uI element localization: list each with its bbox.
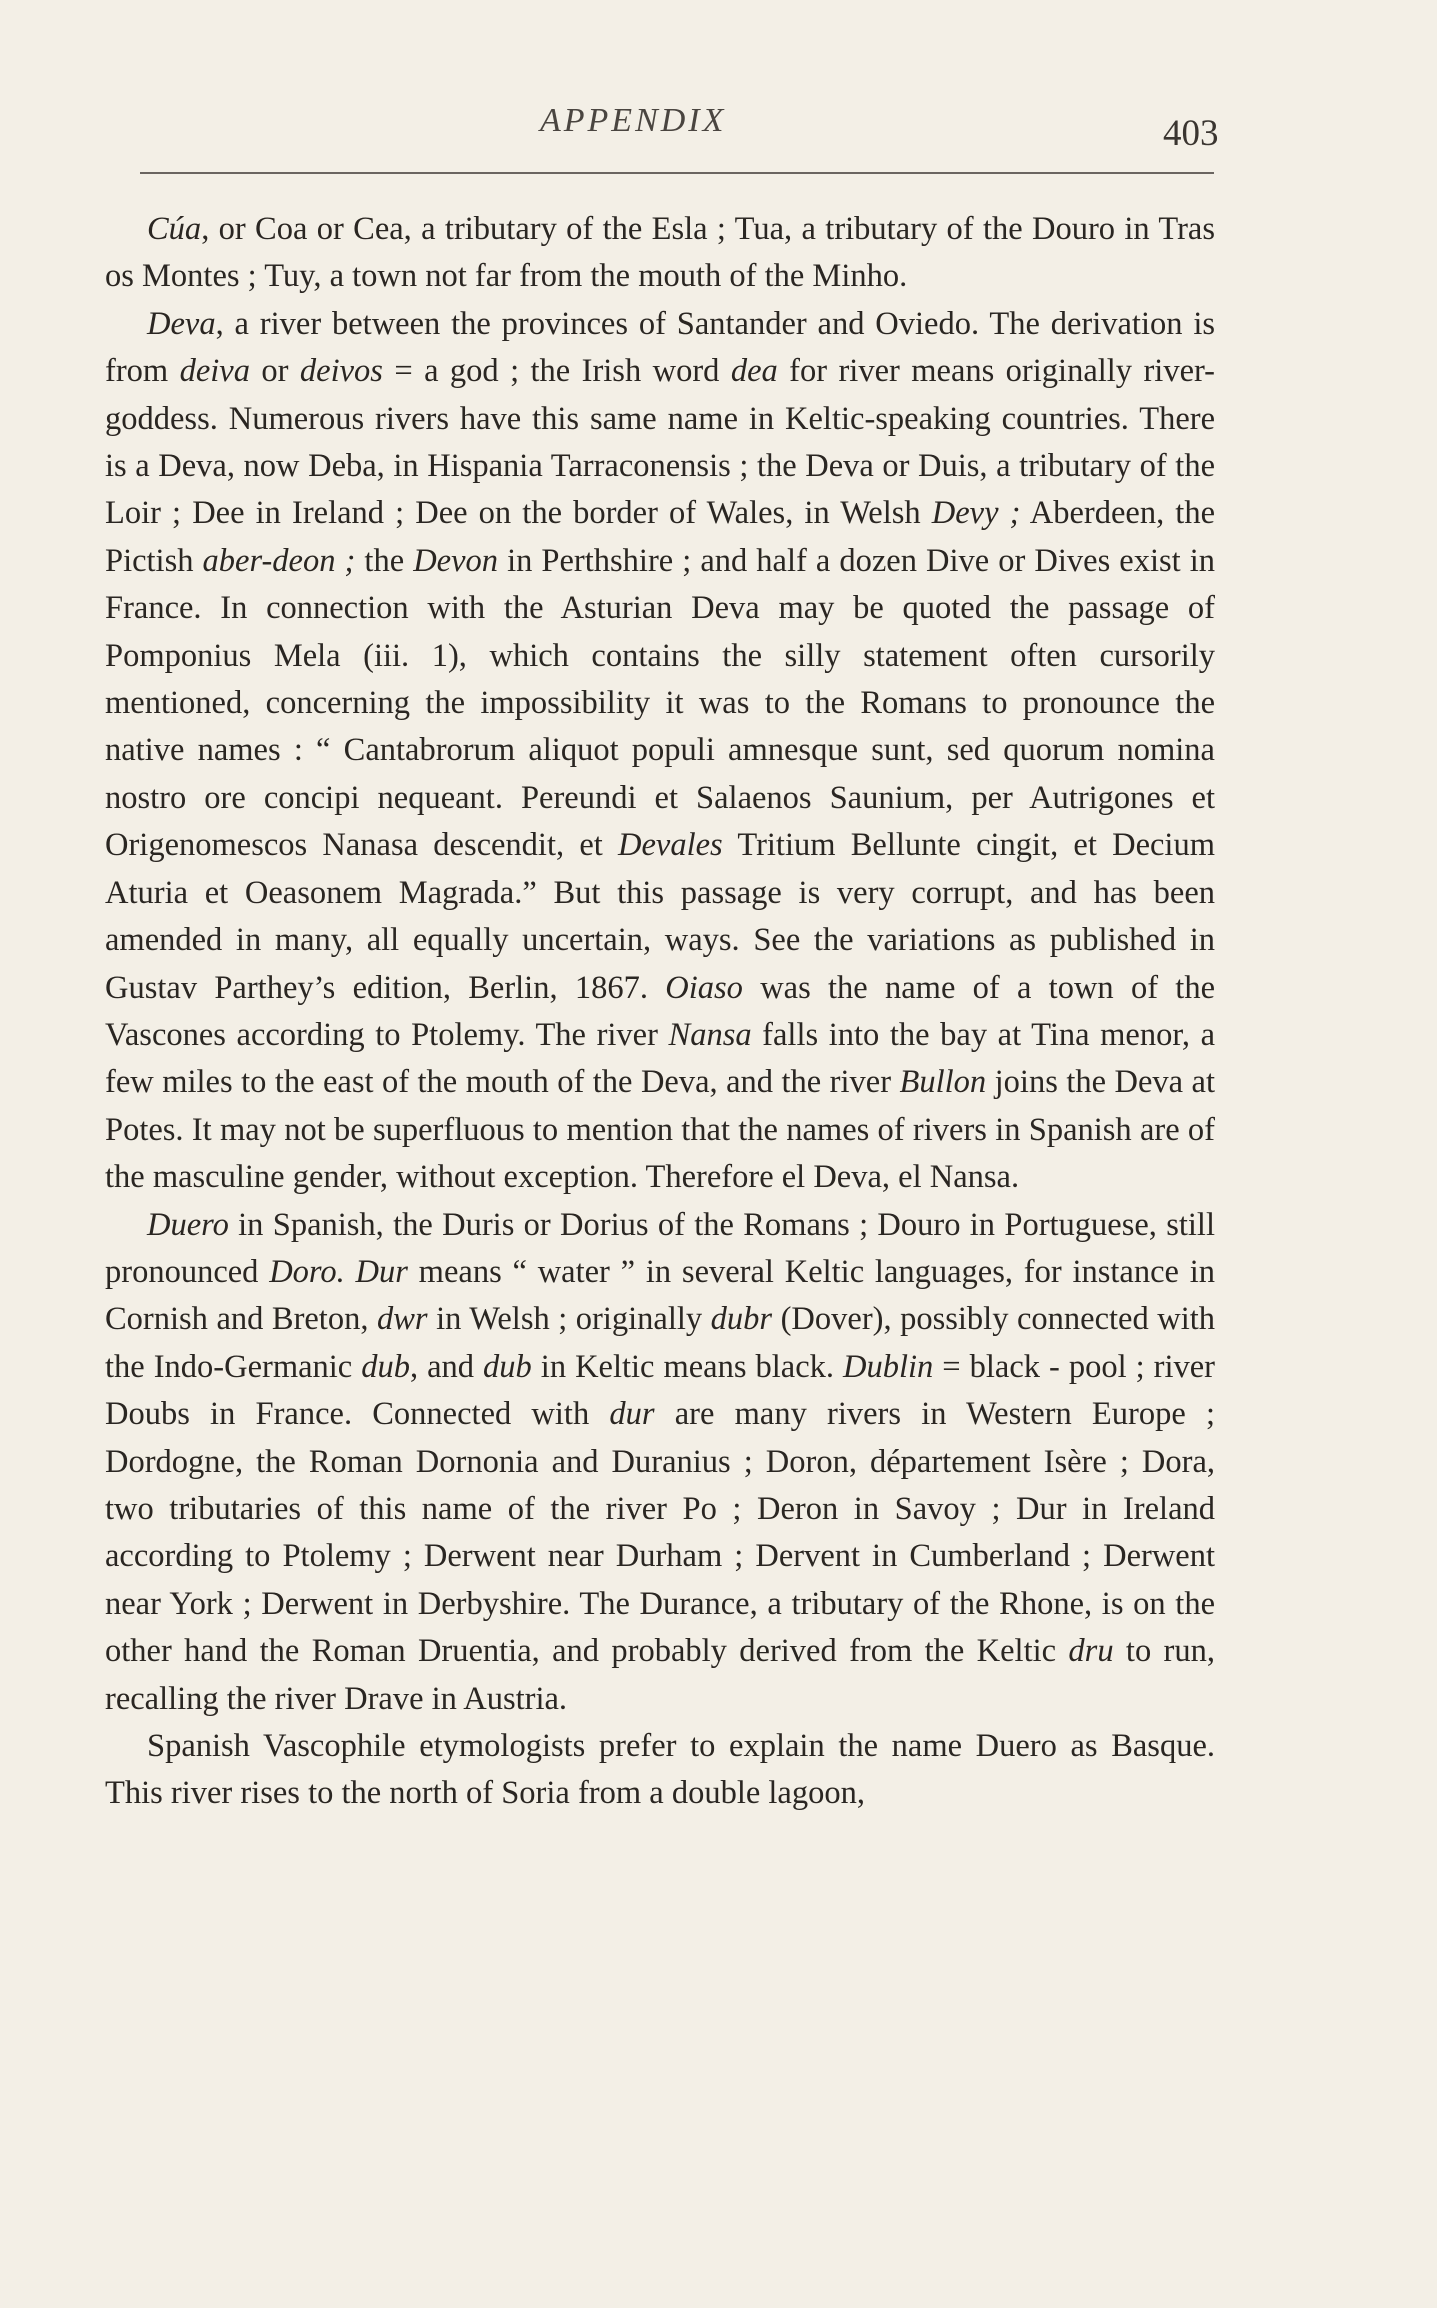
text-run: for river means originally river-goddess. Numerous rivers have this same name in Keltic-speaking countries. There is a Deva, now Deba, in Hispania Tarraconensis ; the Deva or Duis, a tributary of the Loir ; Dee in Ireland ; Dee on the border of Wales, in Welsh bbox=[105, 353, 1215, 532]
header-rule bbox=[140, 172, 1214, 174]
italic-term: Dublin bbox=[843, 1348, 934, 1385]
text-run: (Dover), possibly connected with the Indo-Germanic bbox=[105, 1301, 1215, 1385]
text-run: = black - pool ; river Doubs in France. Connected with bbox=[105, 1348, 1215, 1433]
text-run: , and bbox=[409, 1348, 484, 1385]
italic-term: deiva bbox=[179, 353, 250, 390]
paragraph-deva bbox=[105, 301, 1215, 1202]
text-run: in Welsh ; originally bbox=[427, 1301, 711, 1338]
body-text bbox=[105, 206, 1215, 1818]
italic-term: dubr bbox=[710, 1301, 773, 1338]
paragraph-duero bbox=[105, 1202, 1215, 1723]
italic-term: Devy ; bbox=[931, 495, 1021, 532]
text-run: falls into the bay at Tina menor, a few miles to the east of the mouth of the Deva, and the river bbox=[105, 1016, 1215, 1101]
paragraph-cua bbox=[105, 206, 1215, 301]
text-run: in Spanish, the Duris or Dorius of the Romans ; Douro in Portuguese, still pronounced bbox=[105, 1206, 1215, 1290]
italic-term: Devon bbox=[413, 542, 499, 579]
italic-term: Nansa bbox=[668, 1016, 752, 1053]
italic-term: Cúa bbox=[147, 211, 202, 247]
italic-term: Dur bbox=[355, 1253, 408, 1290]
italic-term: Deva bbox=[147, 305, 216, 342]
text-run: , a river between the provinces of Santander and Oviedo. The derivation is from bbox=[105, 305, 1215, 390]
text-run: joins the Deva at Potes. It may not be superfluous to mention that the names of rivers in Spanish are of the masculine gender, without exception. Therefore el Deva, el Nansa. bbox=[105, 1064, 1216, 1196]
italic-term: Duero bbox=[147, 1206, 229, 1243]
italic-term: Oiaso bbox=[665, 969, 743, 1006]
text-run: in Perthshire ; and half a dozen Dive or Dives exist in France. In connection with the Asturian Deva may be quoted the passage of Pomponius Mela (iii. 1), which contains the silly statement often cursorily mentioned, concerning the impossibility it was to the Romans to pronounce the native names : “ Cantabrorum aliquot populi amnesque sunt, sed quorum nomina nostro ore concipi nequeant. Pereundi et Salaenos Saunium, per Autrigones et Origenomescos Nanasa descendit, et bbox=[105, 542, 1215, 864]
italic-term: dur bbox=[609, 1396, 655, 1433]
text-run: in Keltic means black. bbox=[531, 1348, 844, 1385]
page-number: 403 bbox=[1163, 113, 1219, 154]
paragraph-vascophile bbox=[105, 1723, 1215, 1818]
italic-term: dub bbox=[361, 1348, 410, 1385]
text-run: , or Coa or Cea, a tributary of the Esla ; Tua, a tributary of the Douro in Tras os Montes ; Tuy, a town not far from the mouth of the Minho. bbox=[105, 211, 1215, 295]
text-run: are many rivers in Western Europe ; Dordogne, the Roman Dornonia and Duranius ; Doron, département Isère ; Dora, two tributaries of this name of the river Po ; Deron in Savoy ; Dur in Ireland according to Ptolemy ; Derwent near Durham ; Dervent in Cumberland ; Derwent near York ; Derwent in Derbyshire. The Durance, a tributary of the Rhone, is on the other hand the Roman Druentia, and probably derived from the Keltic bbox=[105, 1396, 1215, 1670]
text-run bbox=[345, 1254, 356, 1290]
text-run: was the name of a town of the Vascones according to Ptolemy. The river bbox=[105, 969, 1215, 1053]
text-run: means “ water ” in several Keltic languages, for instance in Cornish and Breton, bbox=[105, 1253, 1215, 1338]
italic-term: dwr bbox=[376, 1301, 428, 1338]
italic-term: Doro. bbox=[269, 1253, 345, 1290]
italic-term: dru bbox=[1068, 1633, 1114, 1670]
text-run: Aberdeen, the Pictish bbox=[105, 495, 1215, 579]
text-run: = a god ; the Irish word bbox=[382, 353, 731, 390]
text-run: to run, recalling the river Drave in Austria. bbox=[105, 1633, 1216, 1717]
text-run: the bbox=[355, 542, 414, 579]
italic-term: dub bbox=[483, 1348, 532, 1385]
text-run: Spanish Vascophile etymologists prefer to explain the name Duero as Basque. This river rises to the north of Soria from a double lagoon, bbox=[105, 1728, 1215, 1812]
text-run: Tritium Bellunte cingit, et Decium Aturia et Oeasonem Magrada.” But this passage is very corrupt, and has been amended in many, all equally uncertain, ways. See the variations as published in Gustav Parthey’s edition, Berlin, 1867. bbox=[105, 827, 1215, 1006]
italic-term: deivos bbox=[299, 353, 383, 390]
italic-term: dea bbox=[730, 353, 778, 390]
italic-term: aber-deon ; bbox=[202, 542, 356, 579]
text-run: or bbox=[249, 353, 300, 390]
running-head: APPENDIX bbox=[540, 102, 727, 139]
italic-term: Bullon bbox=[899, 1064, 987, 1101]
italic-term: Devales bbox=[618, 827, 723, 864]
